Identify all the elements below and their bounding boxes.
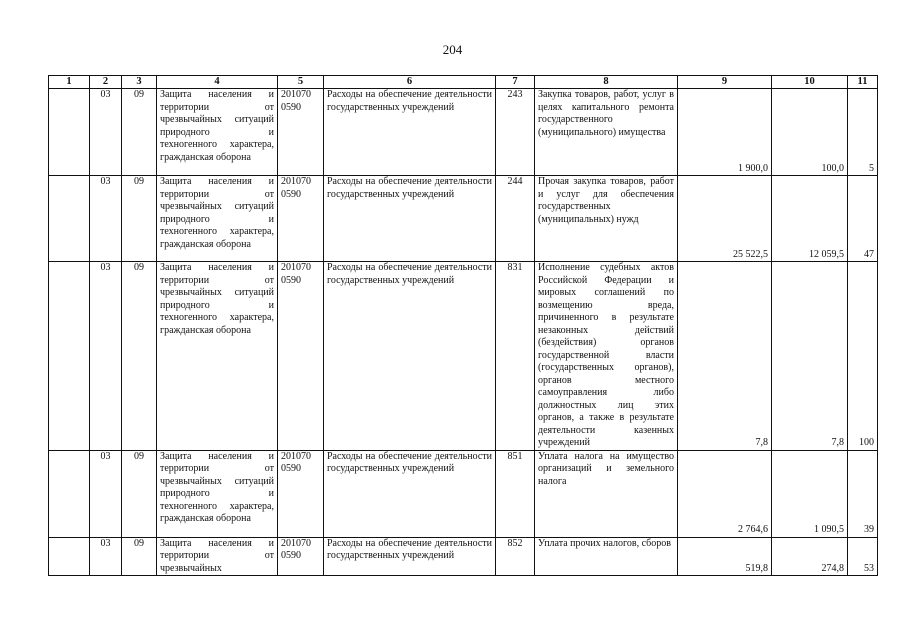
cell-target-name: Расходы на обеспечение деятельности государственных учреждений <box>324 176 496 262</box>
cell-plan: 7,8 <box>678 262 772 451</box>
header-row <box>49 76 878 89</box>
cell-plan: 519,8 <box>678 537 772 576</box>
cell-section-name: Защита населения и территории от чрезвычайных <box>157 537 278 576</box>
table-row <box>49 176 878 262</box>
table-row <box>49 450 878 537</box>
cell-target-code: 201070 0590 <box>278 176 324 262</box>
col-header-6: 6 <box>324 76 496 89</box>
cell-actual: 7,8 <box>772 262 848 451</box>
cell-section-name: Защита населения и территории от чрезвычайных ситуаций природного и техногенного характера, гражданская оборона <box>157 450 278 537</box>
cell-section: 03 <box>90 450 122 537</box>
cell-section: 03 <box>90 176 122 262</box>
cell-subsection: 09 <box>122 537 157 576</box>
cell-actual: 274,8 <box>772 537 848 576</box>
table-row <box>49 89 878 176</box>
cell-section-name: Защита населения и территории от чрезвычайных ситуаций природного и техногенного характера, гражданская оборона <box>157 176 278 262</box>
cell-expense-code: 852 <box>496 537 535 576</box>
cell-expense-name: Уплата прочих налогов, сборов <box>535 537 678 576</box>
budget-table <box>48 75 878 576</box>
cell-section: 03 <box>90 89 122 176</box>
cell-expense-name: Исполнение судебных актов Российской Федерации и мировых соглашений по возмещению вреда, причиненного в результате незаконных действий (бездействия) органов государственной власти (государственных органов), органов местного самоуправления либо должностных лиц этих органов, а также в результате деятельности казенных учреждений <box>535 262 678 451</box>
col-header-10: 10 <box>772 76 848 89</box>
cell-col1 <box>49 176 90 262</box>
cell-expense-name: Прочая закупка товаров, работ и услуг для обеспечения государственных (муниципальных) нужд <box>535 176 678 262</box>
table-row <box>49 262 878 451</box>
cell-section-name: Защита населения и территории от чрезвычайных ситуаций природного и техногенного характера, гражданская оборона <box>157 262 278 451</box>
cell-target-name: Расходы на обеспечение деятельности государственных учреждений <box>324 89 496 176</box>
cell-col1 <box>49 89 90 176</box>
cell-col1 <box>49 537 90 576</box>
cell-section: 03 <box>90 262 122 451</box>
table-row <box>49 537 878 576</box>
cell-percent: 5 <box>848 89 878 176</box>
cell-target-code: 201070 0590 <box>278 537 324 576</box>
cell-col1 <box>49 450 90 537</box>
cell-target-name: Расходы на обеспечение деятельности государственных учреждений <box>324 262 496 451</box>
cell-target-name: Расходы на обеспечение деятельности государственных учреждений <box>324 537 496 576</box>
cell-target-code: 201070 0590 <box>278 450 324 537</box>
cell-target-code: 201070 0590 <box>278 262 324 451</box>
cell-expense-code: 831 <box>496 262 535 451</box>
cell-target-code: 201070 0590 <box>278 89 324 176</box>
cell-section: 03 <box>90 537 122 576</box>
col-header-4: 4 <box>157 76 278 89</box>
cell-percent: 53 <box>848 537 878 576</box>
cell-expense-code: 243 <box>496 89 535 176</box>
col-header-1: 1 <box>49 76 90 89</box>
col-header-7: 7 <box>496 76 535 89</box>
col-header-8: 8 <box>535 76 678 89</box>
col-header-5: 5 <box>278 76 324 89</box>
cell-expense-code: 851 <box>496 450 535 537</box>
cell-actual: 1 090,5 <box>772 450 848 537</box>
col-header-11: 11 <box>848 76 878 89</box>
cell-plan: 25 522,5 <box>678 176 772 262</box>
cell-section-name: Защита населения и территории от чрезвычайных ситуаций природного и техногенного характера, гражданская оборона <box>157 89 278 176</box>
col-header-9: 9 <box>678 76 772 89</box>
cell-subsection: 09 <box>122 89 157 176</box>
cell-percent: 39 <box>848 450 878 537</box>
cell-actual: 12 059,5 <box>772 176 848 262</box>
cell-subsection: 09 <box>122 450 157 537</box>
cell-subsection: 09 <box>122 176 157 262</box>
cell-expense-code: 244 <box>496 176 535 262</box>
cell-subsection: 09 <box>122 262 157 451</box>
cell-plan: 1 900,0 <box>678 89 772 176</box>
cell-target-name: Расходы на обеспечение деятельности государственных учреждений <box>324 450 496 537</box>
col-header-3: 3 <box>122 76 157 89</box>
cell-plan: 2 764,6 <box>678 450 772 537</box>
cell-actual: 100,0 <box>772 89 848 176</box>
col-header-2: 2 <box>90 76 122 89</box>
page-number: 204 <box>442 42 463 57</box>
cell-col1 <box>49 262 90 451</box>
cell-expense-name: Уплата налога на имущество организаций и земельного налога <box>535 450 678 537</box>
cell-expense-name: Закупка товаров, работ, услуг в целях капитального ремонта государственного (муниципального) имущества <box>535 89 678 176</box>
cell-percent: 100 <box>848 262 878 451</box>
cell-percent: 47 <box>848 176 878 262</box>
